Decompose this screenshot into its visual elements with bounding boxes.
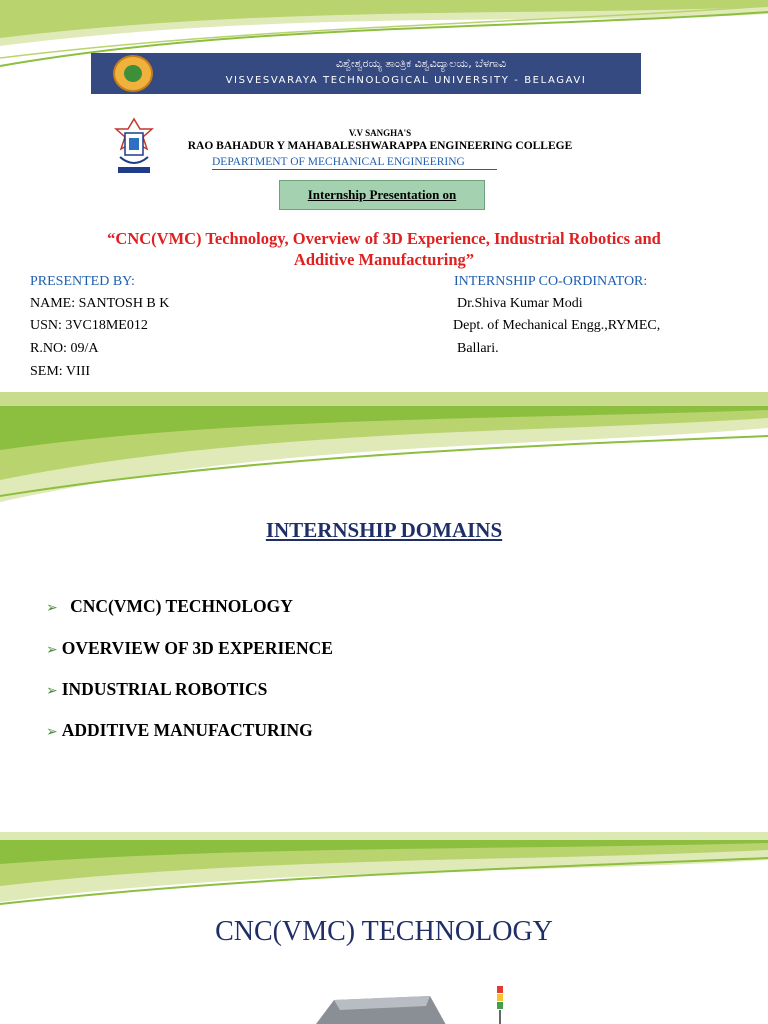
presenter-name: NAME: SANTOSH B K bbox=[30, 296, 170, 311]
domain-item bbox=[46, 638, 333, 659]
signal-tower-light-icon bbox=[496, 986, 504, 1024]
domain-item bbox=[46, 596, 293, 617]
college-emblem-icon bbox=[114, 117, 154, 177]
slide-title bbox=[0, 0, 768, 392]
domain-item-label: INDUSTRIAL ROBOTICS bbox=[61, 679, 268, 699]
slide-domains bbox=[0, 406, 768, 832]
internship-presentation-label: Internship Presentation on bbox=[307, 187, 457, 202]
domain-item-label: ADDITIVE MANUFACTURING bbox=[61, 720, 313, 740]
green-swoosh-decoration bbox=[0, 406, 768, 506]
arrow-bullet-icon: ➢ bbox=[46, 683, 58, 699]
title-line-2: Additive Manufacturing” bbox=[293, 250, 475, 269]
coordinator-city: Ballari. bbox=[457, 341, 499, 356]
presented-by-label: PRESENTED BY: bbox=[30, 274, 135, 289]
presentation-title bbox=[40, 228, 728, 270]
university-name-kannada: ವಿಶ್ವೇಶ್ವರಯ್ಯ ತಾಂತ್ರಿಕ ವಿಶ್ವವಿದ್ಯಾಲಯ, ಬೆಳಗಾವಿ bbox=[335, 57, 507, 70]
cnc-machine-image bbox=[300, 992, 460, 1024]
cnc-heading: CNC(VMC) TECHNOLOGY bbox=[215, 916, 553, 947]
university-name: VISVESVARAYA TECHNOLOGICAL UNIVERSITY - BELAGAVI bbox=[225, 75, 587, 86]
domain-item-label: CNC(VMC) TECHNOLOGY bbox=[70, 596, 293, 616]
domain-item bbox=[46, 720, 313, 741]
slide-separator bbox=[0, 832, 768, 840]
slide-cnc bbox=[0, 840, 768, 1024]
domains-heading bbox=[0, 518, 768, 543]
title-line-1: “CNC(VMC) Technology, Overview of 3D Experience, Industrial Robotics and bbox=[107, 229, 661, 248]
internship-presentation-box bbox=[279, 180, 485, 210]
coordinator-label: INTERNSHIP CO-ORDINATOR: bbox=[454, 274, 648, 289]
presenter-sem: SEM: VIII bbox=[30, 364, 91, 379]
university-banner bbox=[91, 53, 641, 94]
department-name: DEPARTMENT OF MECHANICAL ENGINEERING bbox=[212, 155, 497, 170]
sangha-name: V.V SANGHA'S bbox=[348, 128, 412, 138]
university-seal-icon bbox=[113, 55, 153, 92]
domain-item-label: OVERVIEW OF 3D EXPERIENCE bbox=[61, 638, 333, 658]
arrow-bullet-icon: ➢ bbox=[46, 724, 58, 740]
arrow-bullet-icon: ➢ bbox=[46, 642, 58, 658]
green-swoosh-decoration bbox=[0, 840, 768, 910]
coordinator-dept: Dept. of Mechanical Engg.,RYMEC, bbox=[453, 318, 661, 333]
college-name: RAO BAHADUR Y MAHABALESHWARAPPA ENGINEERING COLLEGE bbox=[187, 140, 573, 152]
arrow-bullet-icon: ➢ bbox=[46, 600, 58, 616]
presenter-rno: R.NO: 09/A bbox=[30, 341, 99, 356]
domains-heading-text: INTERNSHIP DOMAINS bbox=[265, 518, 503, 542]
domain-item bbox=[46, 679, 267, 700]
presenter-usn: USN: 3VC18ME012 bbox=[30, 318, 148, 333]
coordinator-name: Dr.Shiva Kumar Modi bbox=[457, 296, 583, 311]
slide-separator bbox=[0, 392, 768, 406]
